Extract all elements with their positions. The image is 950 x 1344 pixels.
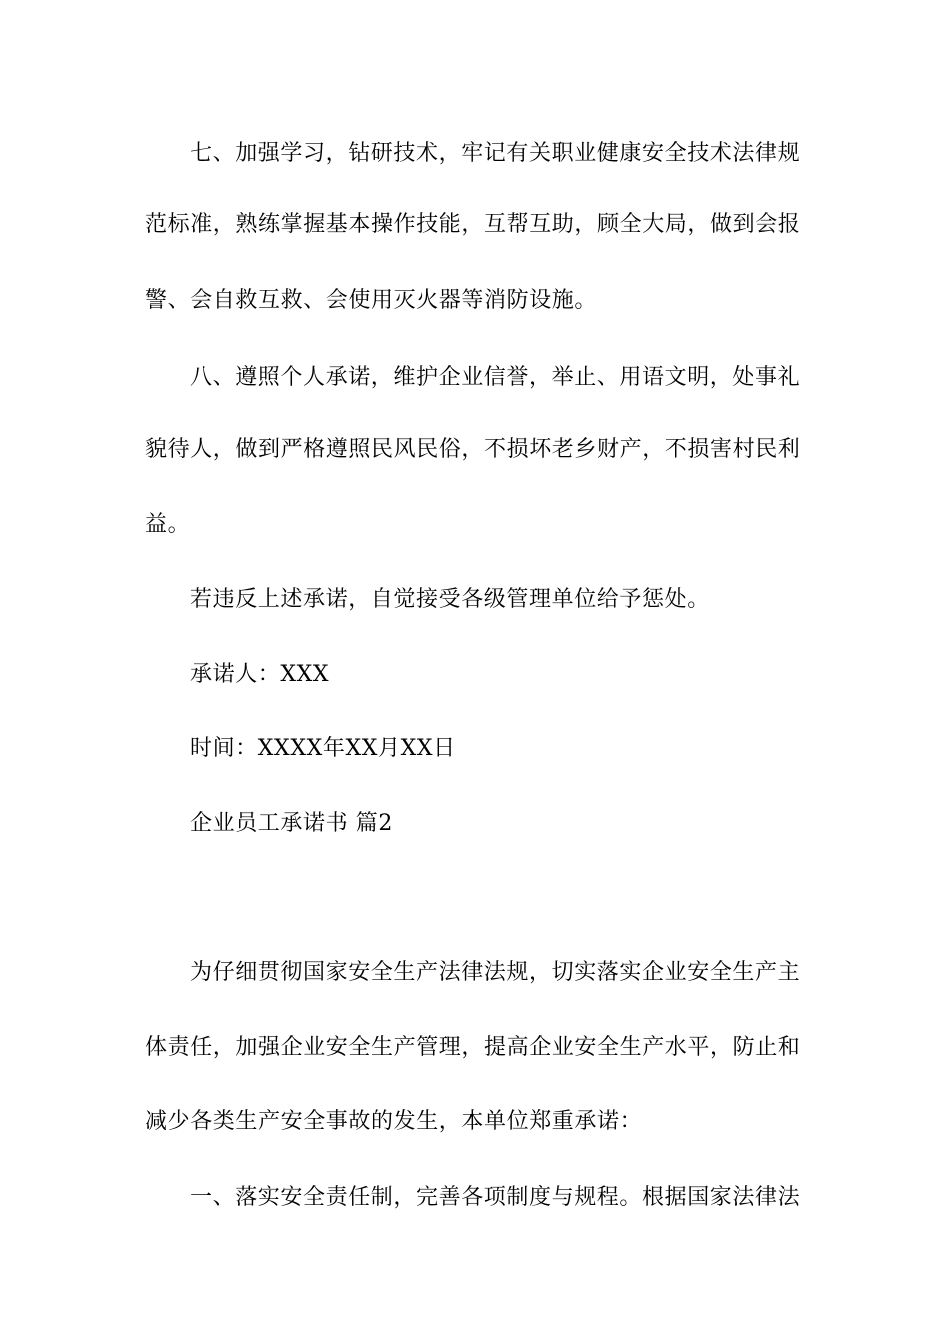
intro-paragraph-line-3: 减少各类生产安全事故的发生，本单位郑重承诺：: [145, 1109, 643, 1134]
date-line: 时间：XXXX年XX月XX日: [190, 736, 456, 761]
item-1-line-1: 一、落实安全责任制，完善各项制度与规程。根据国家法律法: [190, 1185, 801, 1210]
intro-paragraph-line-2: 体责任，加强企业安全生产管理，提高企业安全生产水平，防止和: [145, 1035, 801, 1060]
violation-clause: 若违反上述承诺，自觉接受各级管理单位给予惩处。: [190, 587, 710, 612]
paragraph-8-line-3: 益。: [145, 512, 191, 537]
paragraph-8-line-2: 貌待人，做到严格遵照民风民俗，不损坏老乡财产，不损害村民利: [145, 437, 801, 462]
paragraph-7-line-1: 七、加强学习，钻研技术，牢记有关职业健康安全技术法律规: [190, 141, 801, 166]
paragraph-7-line-2: 范标准，熟练掌握基本操作技能，互帮互助，顾全大局，做到会报: [145, 212, 801, 237]
paragraph-8-line-1: 八、遵照个人承诺，维护企业信誉，举止、用语文明，处事礼: [190, 365, 801, 390]
intro-paragraph-line-1: 为仔细贯彻国家安全生产法律法规，切实落实企业安全生产主: [190, 960, 801, 985]
paragraph-7-line-3: 警、会自救互救、会使用灭火器等消防设施。: [145, 288, 598, 313]
section-heading: 企业员工承诺书 篇2: [190, 811, 393, 836]
signatory-line: 承诺人：XXX: [190, 662, 330, 687]
